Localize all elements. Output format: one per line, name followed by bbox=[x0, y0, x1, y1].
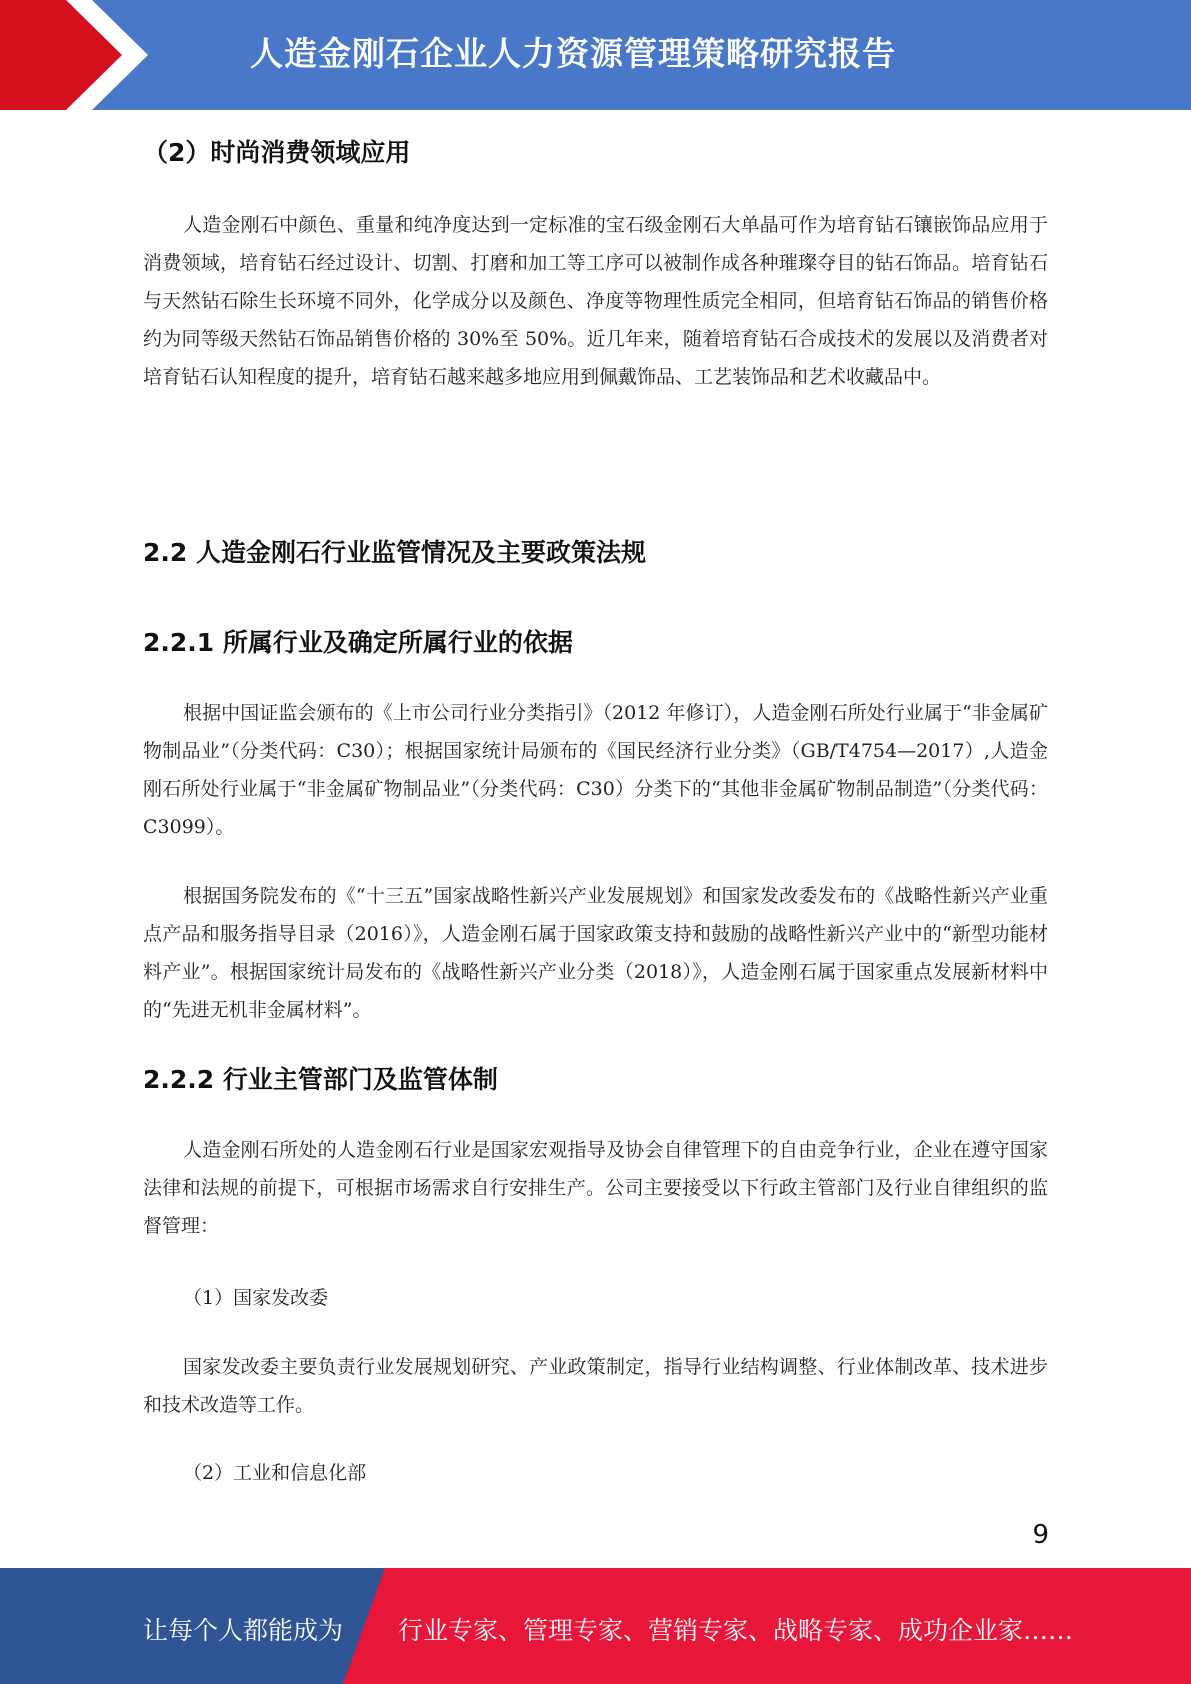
report-title: 人造金刚石企业人力资源管理策略研究报告 bbox=[250, 34, 896, 73]
industry-classification-paragraph: 根据中国证监会颁布的《上市公司行业分类指引》（2012 年修订），人造金刚石所处行业属于“非金属矿物制品业”（分类代码：C30）；根据国家统计局颁布的《国民经济行业分类》（GB/T4754—2017）,人造金刚石所处行业属于“非金属矿物制品业”（分类代码：C30）分类下的“其他非金属矿物制品制造”（分类代码：C3099）。 bbox=[143, 702, 1048, 838]
header-arrow-graphic bbox=[0, 0, 160, 110]
section-2-2-heading: 2.2 人造金刚石行业监管情况及主要政策法规 bbox=[143, 538, 646, 567]
header-bar bbox=[0, 0, 1191, 110]
ndrc-duties-paragraph: 国家发改委主要负责行业发展规划研究、产业政策制定，指导行业结构调整、行业体制改革、技术进步和技术改造等工作。 bbox=[143, 1356, 1048, 1416]
section-2-2-2-heading: 2.2.2 行业主管部门及监管体制 bbox=[143, 1065, 498, 1094]
strategic-industry-paragraph: 根据国务院发布的《“十三五”国家战略性新兴产业发展规划》和国家发改委发布的《战略性新兴产业重点产品和服务指导目录（2016）》，人造金刚石属于国家政策支持和鼓励的战略性新兴产业中的“新型功能材料产业”。根据国家统计局发布的《战略性新兴产业分类（2018）》，人造金刚石属于国家重点发展新材料中的“先进无机非金属材料”。 bbox=[143, 885, 1048, 1021]
section-2-2-1-heading: 2.2.1 所属行业及确定所属行业的依据 bbox=[143, 628, 573, 657]
regulatory-system-paragraph: 人造金刚石所处的人造金刚石行业是国家宏观指导及协会自律管理下的自由竞争行业，企业在遵守国家法律和法规的前提下，可根据市场需求自行安排生产。公司主要接受以下行政主管部门及行业自律组织的监督管理： bbox=[143, 1139, 1048, 1237]
footer-slogan-left: 让每个人都能成为 bbox=[143, 1616, 344, 1645]
fashion-consumption-heading: （2）时尚消费领域应用 bbox=[143, 138, 411, 167]
list-item-miit: （2）工业和信息化部 bbox=[183, 1462, 367, 1484]
footer-slogan-right: 行业专家、管理专家、营销专家、战略专家、成功企业家…… bbox=[398, 1616, 1074, 1645]
fashion-consumption-paragraph: 人造金刚石中颜色、重量和纯净度达到一定标准的宝石级金刚石大单晶可作为培育钻石镶嵌饰品应用于消费领域，培育钻石经过设计、切割、打磨和加工等工序可以被制作成各种璀璨夺目的钻石饰品。培育钻石与天然钻石除生长环境不同外，化学成分以及颜色、净度等物理性质完全相同，但培育钻石饰品的销售价格约为同等级天然钻石饰品销售价格的 30%至 50%。近几年来，随着培育钻石合成技术的发展以及消费者对培育钻石认知程度的提升，培育钻石越来越多地应用到佩戴饰品、工艺装饰品和艺术收藏品中。 bbox=[143, 214, 1048, 388]
page-number: 9 bbox=[1032, 1520, 1049, 1550]
list-item-ndrc: （1）国家发改委 bbox=[183, 1287, 329, 1309]
